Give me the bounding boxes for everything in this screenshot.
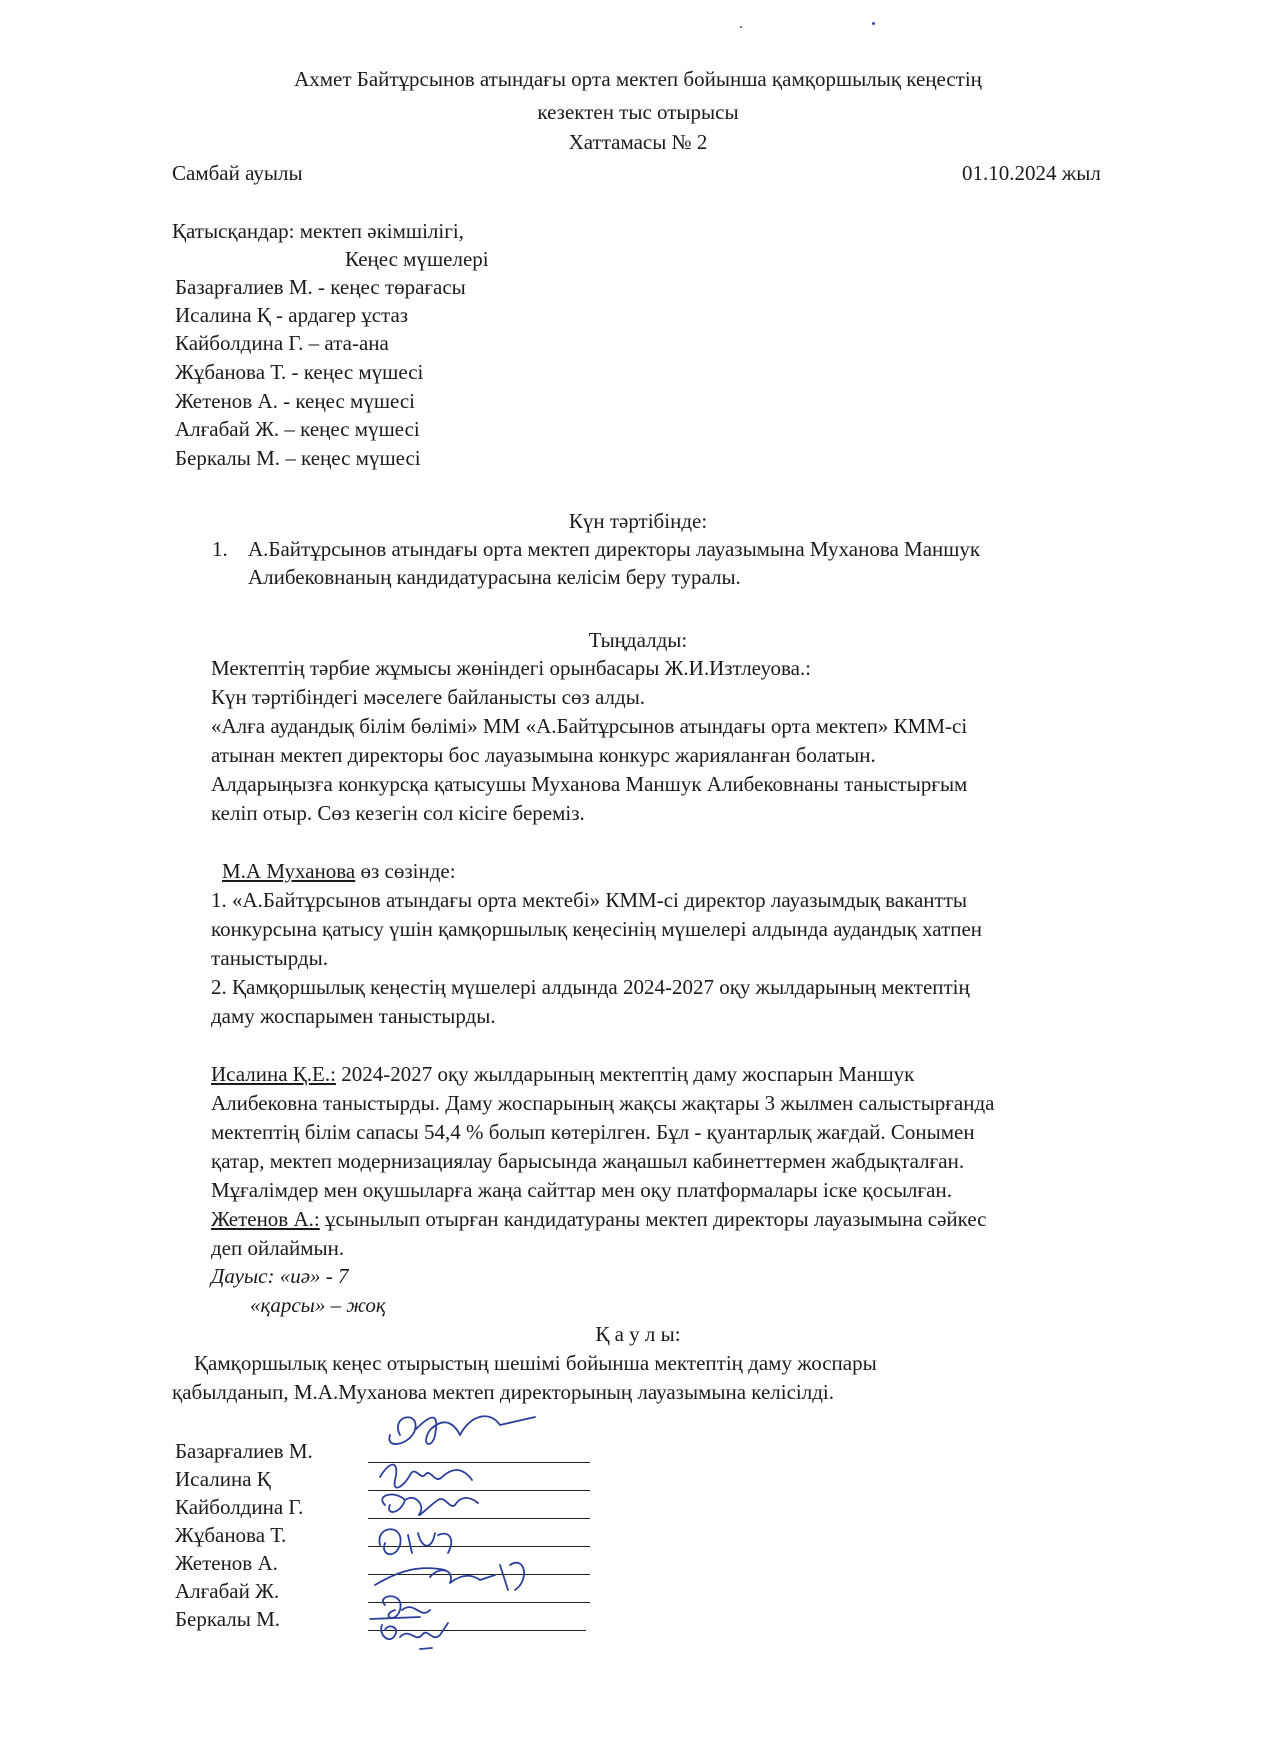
vote-yes: Дауыс: «иә» - 7 [211, 1264, 349, 1288]
document-title-line-1: Ахмет Байтұрсынов атындағы орта мектеп бойынша қамқоршылық кеңестің [294, 67, 982, 91]
participant-item: Базарғалиев М. - кеңес төрағасы [175, 275, 466, 299]
speaker-name: М.А Муханова [222, 859, 356, 883]
heard-line: келіп отыр. Сөз кезегін сол кісіге береміз. [211, 801, 585, 825]
isalina-line: Алибековна таныстырды. Даму жоспарының жақсы жақтары 3 жылмен салыстырғанда [211, 1091, 995, 1115]
participant-item: Алғабай Ж. – кеңес мүшесі [175, 417, 420, 441]
participant-item: Беркалы М. – кеңес мүшесі [175, 446, 421, 470]
isalina-line: қатар, мектеп модернизациялау барысында жаңашыл кабинеттермен жабдықталған. [211, 1149, 965, 1173]
mukhanova-line: конкурсына қатысу үшін қамқоршылық кеңесінің мүшелері алдында аудандық хатпен [211, 917, 983, 941]
signature-mark [381, 1623, 448, 1649]
signature-mark [382, 1495, 478, 1516]
mukhanova-intro [222, 858, 456, 884]
decision-heading: Қ а у л ы: [595, 1322, 681, 1346]
participants-intro-2: Кеңес мүшелері [345, 247, 489, 271]
decision-line-2: қабылданып, М.А.Муханова мектеп директорының лауазымына келісілді. [172, 1380, 835, 1404]
handwritten-signatures [360, 1405, 600, 1655]
signatory-name: Жұбанова Т. [175, 1523, 287, 1547]
signatory-name: Кайболдина Г. [175, 1495, 304, 1519]
agenda-item-line-2: Алибековнаның кандидатурасына келісім беру туралы. [248, 565, 741, 589]
speaker-text: ұсынылып отырған кандидатураны мектеп директоры лауазымына сәйкес [319, 1207, 987, 1231]
isalina-line-1 [211, 1061, 914, 1087]
signature-mark [380, 1465, 472, 1488]
heard-line: Күн тәртібіндегі мәселеге байланысты сөз алды. [211, 685, 646, 709]
document-place: Самбай ауылы [172, 161, 303, 185]
agenda-item-number: 1. [212, 537, 228, 561]
isalina-line: мектептің білім сапасы 54,4 % болып көтерілген. Бұл - қуантарлық жағдай. Сонымен [211, 1120, 975, 1144]
signature-mark [370, 1596, 430, 1619]
mukhanova-line: 1. «А.Байтұрсынов атындағы орта мектебі» КММ-сі директор лауазымдық вакантты [211, 888, 968, 912]
document-date: 01.10.2024 жыл [962, 161, 1101, 185]
participant-item: Исалина Қ - ардагер ұстаз [175, 303, 409, 327]
speaker-name: Исалина Қ.Е.: [211, 1062, 336, 1086]
participants-intro: Қатысқандар: мектеп әкімшілігі, [172, 219, 464, 243]
participant-item: Жұбанова Т. - кеңес мүшесі [175, 360, 424, 384]
isalina-line: Мұғалімдер мен оқушыларға жаңа сайттар мен оқу платформалары іске қосылған. [211, 1178, 952, 1202]
signatory-name: Жетенов А. [175, 1551, 278, 1575]
document-title-line-3: Хаттамасы № 2 [568, 130, 708, 154]
mukhanova-line: даму жоспарымен таныстырды. [211, 1004, 496, 1028]
agenda-item-line-1: А.Байтұрсынов атындағы орта мектеп директоры лауазымына Муханова Маншук [248, 537, 981, 561]
signature-mark [389, 1416, 535, 1444]
heard-line: Мектептің тәрбие жұмысы жөніндегі орынбасары Ж.И.Изтлеуова.: [211, 656, 811, 680]
signatory-name: Беркалы М. [175, 1607, 281, 1631]
signatory-name: Исалина Қ [175, 1467, 271, 1491]
speaker-intro-rest: өз сөзінде: [355, 859, 456, 883]
heard-line: Алдарыңызға конкурсқа қатысушы Муханова Маншук Алибековнаны таныстырғым [211, 772, 968, 796]
mukhanova-line: таныстырды. [211, 946, 328, 970]
heard-heading: Тыңдалды: [588, 628, 688, 652]
speaker-name: Жетенов А.: [211, 1207, 320, 1231]
heard-line: атынан мектеп директоры бос лауазымына конкурс жарияланған болатын. [211, 743, 876, 767]
mukhanova-line: 2. Қамқоршылық кеңестің мүшелері алдында 2024-2027 оқу жылдарының мектептің [211, 975, 970, 999]
signatory-name: Алғабай Ж. [175, 1579, 280, 1603]
scan-speck [872, 22, 875, 25]
scan-speck [740, 26, 742, 28]
zhetenov-line-2: деп ойлаймын. [211, 1236, 345, 1260]
participant-item: Жетенов А. - кеңес мүшесі [175, 389, 415, 413]
signature-mark [379, 1529, 451, 1554]
vote-no: «қарсы» – жоқ [250, 1293, 386, 1317]
decision-line-1: Қамқоршылық кеңес отырыстың шешімі бойынша мектептің даму жоспары [194, 1351, 877, 1375]
participant-item: Кайболдина Г. – ата-ана [175, 331, 389, 355]
document-title-line-2: кезектен тыс отырысы [537, 100, 739, 124]
signature-mark [375, 1563, 524, 1590]
agenda-heading: Күн тәртібінде: [568, 509, 708, 533]
signatory-name: Базарғалиев М. [175, 1439, 313, 1463]
zhetenov-line-1 [211, 1206, 986, 1232]
speaker-text: 2024-2027 оқу жылдарының мектептің даму жоспарын Маншук [335, 1062, 915, 1086]
heard-line: «Алға аудандық білім бөлімі» ММ «А.Байтұрсынов атындағы орта мектеп» КММ-сі [211, 714, 968, 738]
